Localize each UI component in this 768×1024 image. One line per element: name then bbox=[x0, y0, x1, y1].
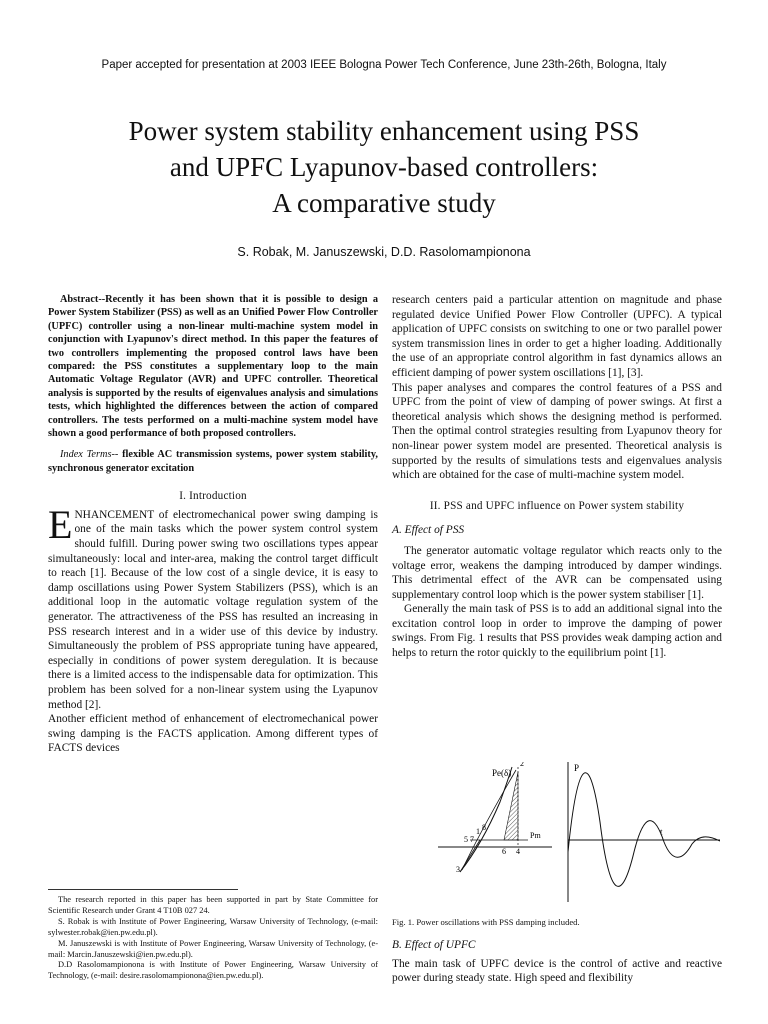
figure-caption: Fig. 1. Power oscillations with PSS damping included. bbox=[392, 917, 580, 927]
right-column bbox=[392, 293, 722, 661]
title-line-2: and UPFC Lyapunov-based controllers: bbox=[169, 152, 599, 182]
subsection-heading-pss: A. Effect of PSS bbox=[392, 524, 465, 537]
power-angle-diagram bbox=[420, 762, 720, 912]
abstract: Abstract--Recently it has been shown that it is possible to design a Power System Stabilizer (PSS) as well as an Unified Power Flow Controller (UPFC) controller using a non-linear multi-machine system model in conjunction with Lyapunov's direct method. In this paper the features of two controllers implementing the proposed control laws have been compared: the PSS constitutes a supplementary loop to the main Automatic Voltage Regulator (AVR) and UPFC controller. Theoretical analysis is supported by the results of eigenvalues analysis and simulations tests, which highlighted the differences between the action of compared controllers. The tests performed on a multi-machine system model have shown a good performance of both proposed controllers. bbox=[48, 294, 378, 440]
upfc-section bbox=[392, 938, 722, 986]
title-line-3: A comparative study bbox=[272, 188, 496, 218]
p-axis-label: P bbox=[574, 763, 580, 773]
footnotes bbox=[48, 895, 378, 982]
point-label-5: 5 bbox=[464, 835, 468, 844]
pss-paragraph-1: The generator automatic voltage regulator which reacts only to the voltage error, weakens the damping introduced by damper windings. This detrimental effect of the AVR can be compensated using supplementary control loop which is the power system stabiliser [1]. bbox=[392, 544, 722, 601]
index-terms-lead: Index Terms-- bbox=[60, 449, 119, 461]
damped-oscillation-curve bbox=[568, 773, 720, 887]
pe-curve bbox=[460, 767, 512, 872]
pm-label: Pm bbox=[530, 831, 541, 840]
index-terms-list: flexible AC transmission systems, power system stability, synchronous generator excitation bbox=[48, 449, 378, 474]
point-label-2: 2 bbox=[520, 762, 524, 768]
conference-note: Paper accepted for presentation at 2003 IEEE Bologna Power Tech Conference, June 23th-26th, Bologna, Italy bbox=[101, 59, 667, 71]
intro-paragraph-2: Another efficient method of enhancement of electromechanical power swing damping is the FACTS application. Among different types of FACTS devices bbox=[48, 713, 378, 755]
author-list: S. Robak, M. Januszewski, D.D. Rasolomampionona bbox=[237, 245, 531, 259]
t-axis-label: t bbox=[660, 827, 663, 837]
point-label-8: 8 bbox=[482, 823, 486, 832]
point-label-6: 6 bbox=[502, 847, 506, 856]
intro-paragraph-1: ENHANCEMENT of electromechanical power swing damping is one of the main tasks which the power system control system should fulfill. During power swing two oscillations types appear simultaneously: local and inter-area, making the control target difficult to reach [1]. Because of the low cost of a single device, it is easy to damp oscillations using Power System Stabilizers (PSS), which is an additional loop in the automatic voltage regulation system of the generator. The attractiveness of the PSS has resulted an increasing in PSS research interest and in a wider use of this device by industry. Simultaneously the problem of PSS appropriate tuning have appeared, especially in conditions of power system deregulation. It is because there is a limited access to the indispensable data for optimization. This problem has been solved for a non-linear system using the Lyapunov method [2]. bbox=[48, 501, 378, 711]
pss-paragraph-2: Generally the main task of PSS is to add an additional signal into the excitation control loop in order to improve the damping of power swings. From Fig. 1 results that PSS provides weak damping action and helps to return the rotor quickly to the equilibrium point [1]. bbox=[392, 603, 722, 660]
footnote-author-2: M. Januszewski is with Institute of Power Engineering, Warsaw University of Technology, (e-mail: Marcin.Januszewski@ien.pw.edu.pl). bbox=[48, 938, 378, 959]
footnote-author-3: D.D Rasolomampionona is with Institute of Power Engineering, Warsaw University of Technology, (e-mail: desire.rasolomampionona@ien.pw.edu.pl). bbox=[48, 960, 378, 981]
paper-title bbox=[40, 113, 728, 221]
right-paragraph-1: research centers paid a particular attention on magnitude and phase regulated device Unified Power Flow Controller (UPFC). A typical application of UPFC consists on switching to one or two parallel power system transmission lines in order to get a higher loading. Additionally the use of an appropriate control algorithm in fast dynamics allows an efficient damping of power system oscillations [1], [3]. bbox=[392, 294, 722, 379]
point-label-1: 1 bbox=[476, 827, 480, 836]
left-column bbox=[48, 293, 378, 756]
right-paragraph-2: This paper analyses and compares the control features of a PSS and UPFC from the point of view of damping of power swings. At first a theoretical analysis which shows the designing method is performed. Then the optimal control strategies resulting from Lyapunov theory for non-linear power system model are presented. Theoretical analysis is supported by the results of simulations tests and eigenvalues analysis which are obtained for the case of multi-machine system model. bbox=[392, 381, 722, 482]
pe-label: Pe(δ) bbox=[492, 768, 512, 778]
footnote-funding: The research reported in this paper has been supported in part by State Committee for Scientific Research under Grant 4 T10B 027 24. bbox=[48, 895, 378, 915]
point-label-4: 4 bbox=[516, 847, 520, 856]
section-heading-influence: II. PSS and UPFC influence on Power system stability bbox=[429, 499, 685, 512]
footnote-author-1: S. Robak is with Institute of Power Engineering, Warsaw University of Technology, (e-mail: sylwester.robak@ien.pw.edu.pl). bbox=[48, 916, 378, 937]
section-heading-introduction: I. Introduction bbox=[179, 490, 247, 503]
index-terms bbox=[48, 448, 378, 475]
point-label-7: 7 bbox=[470, 835, 474, 844]
figure-1 bbox=[420, 762, 720, 912]
title-line-1: Power system stability enhancement using PSS bbox=[128, 116, 640, 146]
upfc-paragraph-1: The main task of UPFC device is the control of active and reactive power during steady state. High speed and flexibility bbox=[392, 957, 722, 985]
shaded-area bbox=[504, 772, 518, 840]
trajectory-segment bbox=[460, 840, 480, 872]
subsection-heading-upfc: B. Effect of UPFC bbox=[392, 939, 476, 951]
point-label-3: 3 bbox=[456, 865, 460, 874]
footnote-divider bbox=[48, 889, 238, 890]
